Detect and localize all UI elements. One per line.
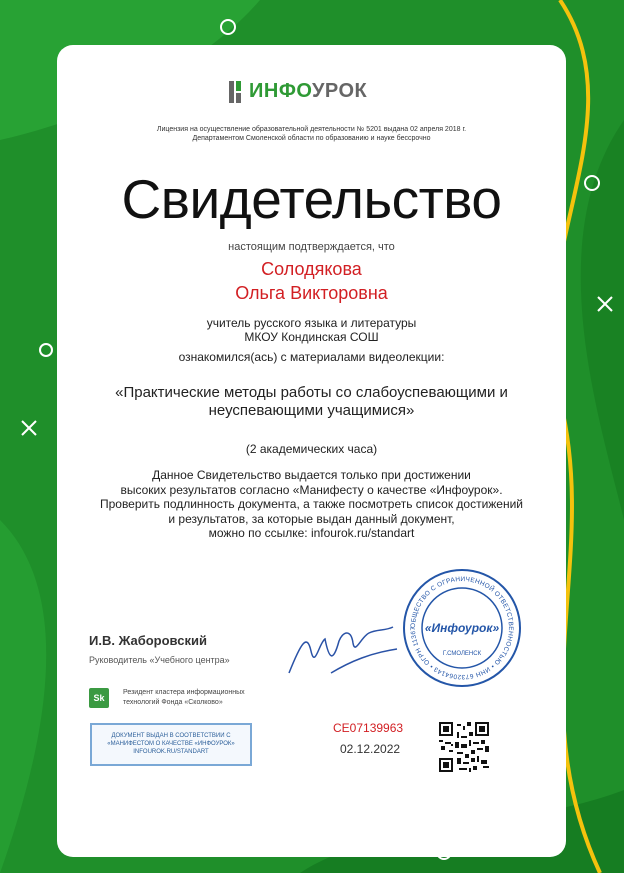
logo-mark-icon xyxy=(227,79,247,105)
verification-info xyxy=(57,468,566,541)
logo-text-urok: УРОК xyxy=(311,80,368,102)
stamp-center-text: «Инфоурок» xyxy=(424,621,500,635)
certificate-date: 02.12.2022 xyxy=(340,742,401,756)
signer-name: И.В. Жаборовский xyxy=(89,633,207,648)
seal-stamp xyxy=(401,567,523,689)
logo-text-info: ИНФО xyxy=(249,80,312,102)
stamp-city-text: Г.СМОЛЕНСК xyxy=(442,651,482,657)
recipient-surname: Солодякова xyxy=(261,259,362,279)
license-text xyxy=(57,125,566,143)
familiar-text: ознакомился(ась) с материалами видеолекции: xyxy=(178,350,445,364)
course-hours: (2 академических часа) xyxy=(245,442,378,456)
skolkovo-badge: Sk xyxy=(89,688,109,708)
certificate-id: CE07139963 xyxy=(333,721,404,735)
confirm-text: настоящим подтверждается, что xyxy=(228,241,395,253)
skolkovo-line-2: технологий Фонда «Сколково» xyxy=(123,699,223,706)
signature-image xyxy=(281,603,403,689)
recipient-school: МКОУ Кондинская СОШ xyxy=(244,330,379,344)
recipient-given-name: Ольга Викторовна xyxy=(235,283,388,303)
qr-code[interactable] xyxy=(439,722,489,772)
manifesto-banner xyxy=(90,723,252,766)
certificate-title: Свидетельство xyxy=(121,168,502,230)
banner-line-2: «МАНИФЕСТОМ О КАЧЕСТВЕ «ИНФОУРОК» xyxy=(107,741,235,747)
course-title-line-2: неуспевающими учащимися» xyxy=(208,402,415,419)
skolkovo-text xyxy=(123,688,245,708)
signer-title: Руководитель «Учебного центра» xyxy=(89,655,230,665)
info-line: высоких результатов согласно «Манифесту о качестве «Инфоурок». xyxy=(120,482,503,497)
license-line-1: Лицензия на осуществление образовательной деятельности № 5201 выдана 02 апреля 2018 г. xyxy=(156,126,467,133)
stamp-ring-text: ОБЩЕСТВО С ОГРАНИЧЕННОЙ ОТВЕТСТВЕННОСТЬЮ • ИНН 6732064143 • ОГРН 11367 xyxy=(409,575,515,681)
course-title-line-1: «Практические методы работы со слабоуспевающими и xyxy=(115,384,508,401)
certificate-card xyxy=(57,45,566,857)
info-line: и результатов, за которые выдан данный документ, xyxy=(168,511,455,526)
info-line: Проверить подлинность документа, а также посмотреть список достижений xyxy=(99,497,524,511)
banner-line-1: ДОКУМЕНТ ВЫДАН В СООТВЕТСТВИИ С xyxy=(111,733,231,739)
info-line: Данное Свидетельство выдается только при достижении xyxy=(152,468,471,482)
banner-line-3: INFOUROK.RU/STANDART xyxy=(133,749,209,755)
infourok-logo xyxy=(227,78,397,106)
license-line-2: Департаментом Смоленской области по образованию и науке бессрочно xyxy=(192,135,431,142)
recipient-position: учитель русского языка и литературы xyxy=(206,316,417,330)
info-line: можно по ссылке: infourok.ru/standart xyxy=(208,526,415,540)
skolkovo-line-1: Резидент кластера информационных xyxy=(123,689,245,696)
